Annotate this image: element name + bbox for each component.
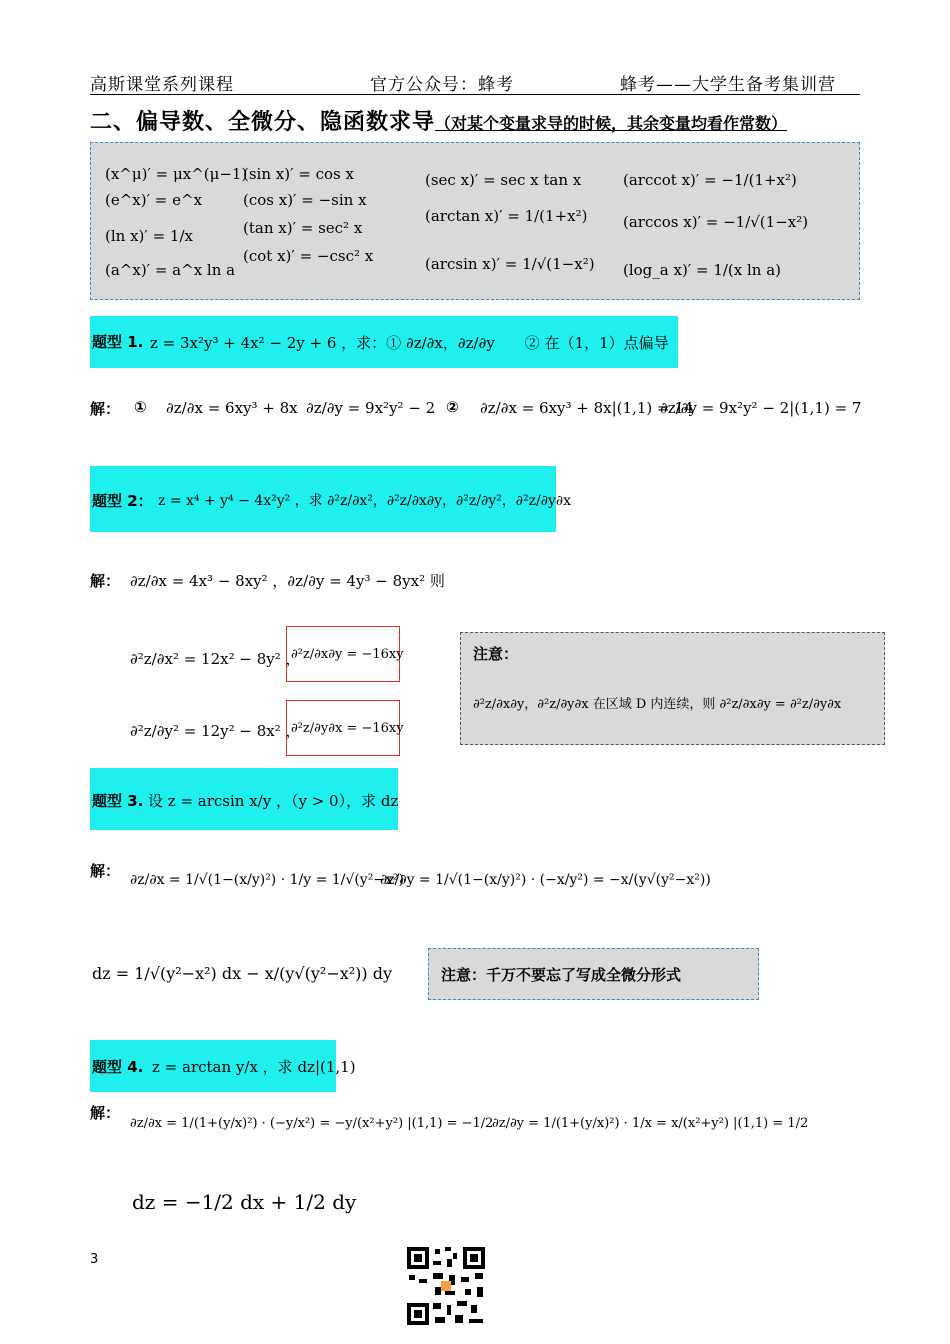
problem1-banner [90,316,678,368]
problem4-dzdx: ∂z/∂x = 1/(1+(y/x)²) · (−y/x²) = −y/(x²+y²) |(1,1) = −1/2 [130,1116,494,1131]
problem1-part1-marker: ① [134,398,147,416]
formula-exp: (e^x)′ = e^x [105,191,203,209]
formula-arccos: (arccos x)′ = −1/√(1−x²) [623,213,809,231]
problem3-dzdx: ∂z/∂x = 1/√(1−(x/y)²) · 1/y = 1/√(y²−x²) [130,872,405,888]
formula-sec: (sec x)′ = sec x tan x [425,171,582,189]
problem2-note-box [460,632,885,745]
problem1-dzdx: ∂z/∂x = 6xy³ + 8x [166,399,298,417]
formula-arctan: (arctan x)′ = 1/(1+x²) [425,207,588,225]
problem1-part2-marker: ② [446,398,459,416]
problem2-solution-label: 解： [90,572,121,590]
problem4-statement: z = arctan y/x ，求 dz|(1,1) [152,1058,356,1076]
problem3-dzdy: ∂z/∂y = 1/√(1−(x/y)²) · (−x/y²) = −x/(y√(y²−x²)) [380,872,711,888]
header-rule [90,94,860,95]
problem2-label: 题型 2： [92,492,153,510]
formula-ln: (ln x)′ = 1/x [105,227,193,245]
problem3-statement: 设 z = arcsin x/y ，（y > 0），求 dz [148,792,399,810]
problem1-label: 题型 1. [92,333,144,351]
formula-power: (x^μ)′ = μx^(μ−1) [105,165,248,183]
header-course: 高斯课堂系列课程 [90,75,234,95]
section-note: （对某个变量求导的时候，其余变量均看作常数） [435,114,788,133]
header-brand: 蜂考——大学生备考集训营 [620,75,836,95]
problem3-note-box [428,948,759,1000]
section-title [90,105,787,136]
qr-code-icon [403,1243,489,1329]
derivative-formula-table [90,142,860,300]
problem2-first-partials: ∂z/∂x = 4x³ − 8xy² ，∂z/∂y = 4y³ − 8yx² 则 [130,572,445,590]
problem1-statement: z = 3x²y³ + 4x² − 2y + 6 ，求：① ∂z/∂x，∂z/∂y ② 在（1，1）点偏导 [150,334,669,352]
formula-tan: (tan x)′ = sec² x [243,219,363,237]
page-number: 3 [90,1252,99,1267]
formula-cos: (cos x)′ = −sin x [243,191,367,209]
problem2-statement: z = x⁴ + y⁴ − 4x²y² ，求 ∂²z/∂x²，∂²z/∂x∂y，∂²z/∂y²，∂²z/∂y∂x [158,493,571,509]
problem3-label: 题型 3. [92,792,144,810]
problem2-banner [90,466,571,532]
problem2-note-body: ∂²z/∂x∂y，∂²z/∂y∂x 在区域 D 内连续，则 ∂²z/∂x∂y = ∂²z/∂y∂x [473,697,842,712]
problem2-dyx: ∂²z/∂y∂x = −16xy [291,721,404,736]
problem2-dxx: ∂²z/∂x² = 12x² − 8y² ， [130,650,301,668]
formula-arcsin: (arcsin x)′ = 1/√(1−x²) [425,255,595,273]
problem2-dyy: ∂²z/∂y² = 12y² − 8x² ， [130,722,301,740]
section-title-text: 二、偏导数、全微分、隐函数求导 [90,110,436,135]
problem4-banner [90,1040,356,1092]
problem3-note: 注意：千万不要忘了写成全微分形式 [441,966,682,984]
problem2-dxy-box [286,626,404,682]
problem4-dzdy: ∂z/∂y = 1/(1+(y/x)²) · 1/x = x/(x²+y²) |(1,1) = 1/2 [492,1116,809,1131]
formula-ax: (a^x)′ = a^x ln a [105,261,236,279]
problem3-solution-label: 解： [90,862,121,880]
problem4-label: 题型 4. [92,1058,144,1076]
formula-log: (log_a x)′ = 1/(x ln a) [623,261,782,279]
problem1-dzdy-at-point: ∂z/∂y = 9x²y² − 2|(1,1) = 7 [660,399,862,417]
formula-sin: (sin x)′ = cos x [243,165,354,183]
problem4-total-differential: dz = −1/2 dx + 1/2 dy [132,1190,357,1214]
formula-cot: (cot x)′ = −csc² x [243,247,374,265]
problem1-dzdx-at-point: ∂z/∂x = 6xy³ + 8x|(1,1) = 14 [480,399,694,417]
problem4-solution-label: 解： [90,1104,121,1122]
header-account: 官方公众号：蜂考 [370,75,514,95]
formula-arccot: (arccot x)′ = −1/(1+x²) [623,171,797,189]
problem1-solution-label: 解： [90,400,121,418]
problem2-note-title: 注意： [473,645,519,663]
problem1-dzdy: ∂z/∂y = 9x²y² − 2 [306,399,436,417]
problem2-dxy: ∂²z/∂x∂y = −16xy [291,647,404,662]
problem3-total-differential: dz = 1/√(y²−x²) dx − x/(y√(y²−x²)) dy [92,964,393,983]
problem3-banner [90,768,398,830]
problem2-dyx-box [286,700,404,756]
